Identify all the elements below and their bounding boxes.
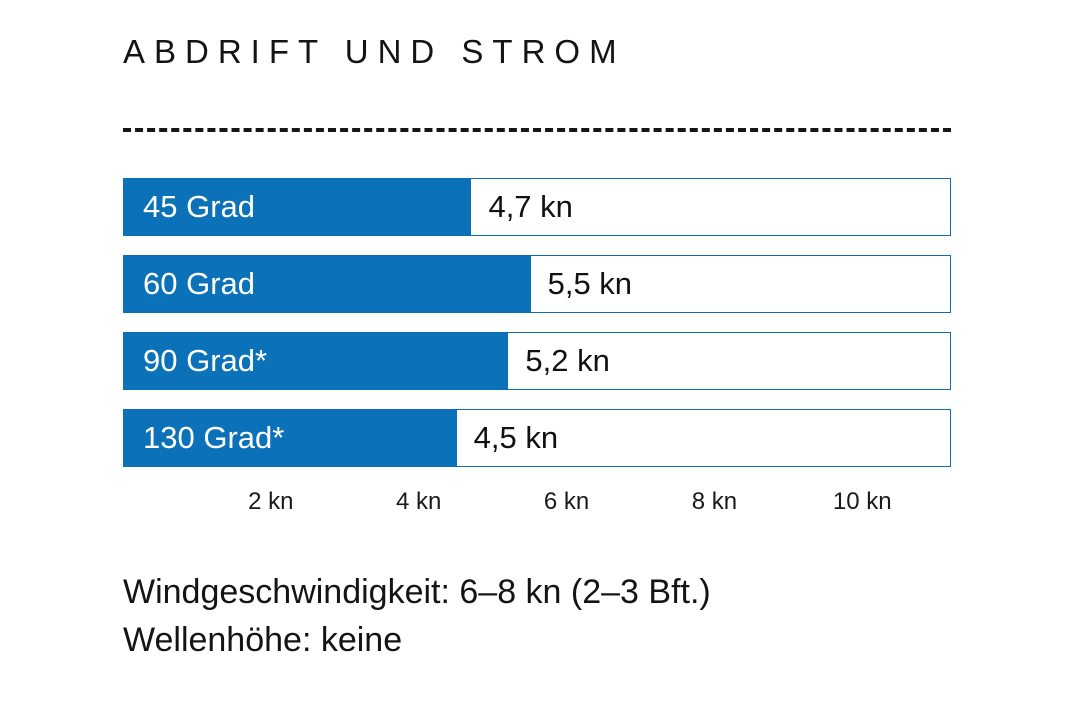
table-row: [123, 409, 951, 467]
page-title: ABDRIFT UND STROM: [123, 33, 626, 70]
axis-tick-label: 8 kn: [691, 488, 738, 515]
bar-value-label: 5,5 kn: [547, 266, 633, 301]
bar-value-label: 4,5 kn: [473, 420, 559, 455]
bar-value-label: 4,7 kn: [488, 189, 573, 224]
table-row: [123, 255, 951, 313]
bar-category-label: 130 Grad*: [143, 420, 285, 455]
axis-tick-label: 6 kn: [543, 488, 590, 515]
table-row: [123, 332, 951, 390]
axis-tick-label: 2 kn: [248, 488, 294, 515]
axis-tick-label: 4 kn: [396, 488, 442, 515]
bar-category-label: 60 Grad: [143, 266, 256, 301]
wave-height-note: Wellenhöhe: keine: [123, 621, 403, 660]
bar-chart: [123, 178, 951, 486]
wind-speed-note: Windgeschwindigkeit: 6–8 kn (2–3 Bft.): [123, 573, 711, 611]
axis-tick-label: 10 kn: [832, 488, 892, 515]
table-row: [123, 178, 951, 236]
bar-category-label: 90 Grad*: [143, 343, 268, 378]
chart-annotations: [123, 568, 1023, 665]
bar-value-label: 5,2 kn: [525, 343, 610, 378]
x-axis: [123, 488, 951, 528]
dashed-divider: [123, 128, 951, 132]
bar-category-label: 45 Grad: [143, 189, 256, 224]
